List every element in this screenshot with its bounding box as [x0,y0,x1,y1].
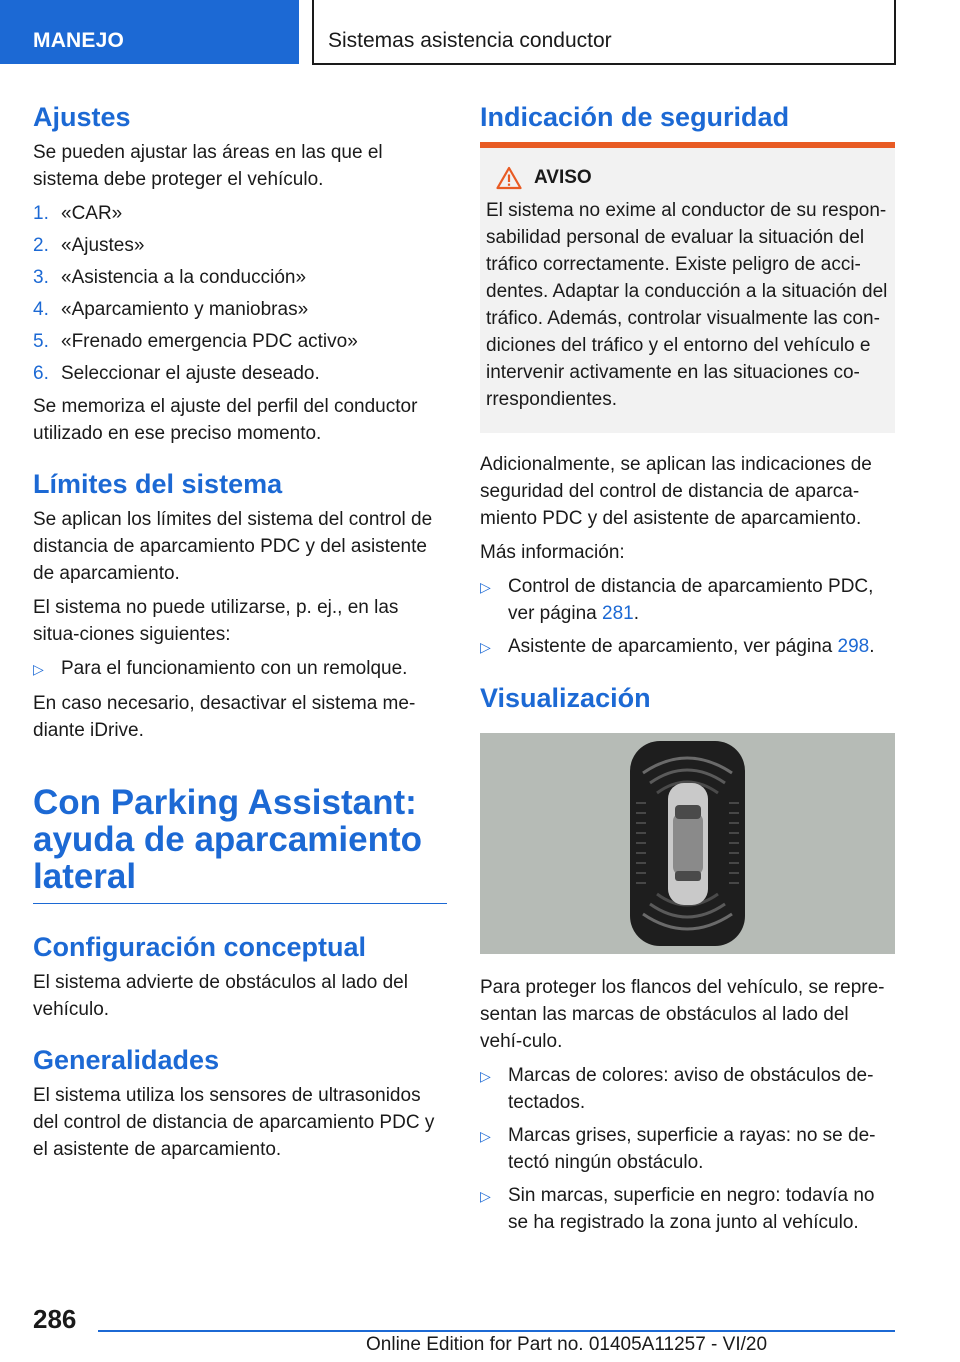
heading-configuracion: Configuración conceptual [33,932,367,962]
step-item [33,360,447,387]
step-text: «Ajustes» [61,235,145,256]
page-footer [0,1290,960,1362]
bullet-text: Marcas de colores: aviso de obstáculos de-tectados. [508,1065,874,1113]
parking-display-image [480,733,895,954]
step-number: 2. [33,235,49,256]
section-configuracion [33,930,447,1023]
limites-bullets [33,655,447,683]
heading-generalidades: Generalidades [33,1045,220,1075]
warning-text: El sistema no exime al conductor de su respon-sabilidad personal de evaluar la situación del tráfico correctamente. Existe peligro de acci-dentes. Adaptar la conducción a la situación del tráfico. Además, controlar visualmente las con-diciones del tráfico y el entorno del vehículo e intervenir activamente en las situaciones co-rrespondientes. [486,200,888,410]
limites-p3: En caso necesario, desactivar el sistema me-diante iDrive. [33,693,416,741]
triangle-right-icon: ▷ [480,1188,491,1204]
warning-triangle-icon [496,166,522,190]
chapter-title: Sistemas asistencia conductor [312,0,896,64]
step-number: 5. [33,331,49,352]
page-link-298[interactable]: 298 [837,636,870,657]
section-generalidades [33,1043,447,1163]
step-item [33,328,447,355]
step-number: 4. [33,299,49,320]
triangle-right-icon: ▷ [480,639,491,655]
section-ajustes [33,100,447,447]
triangle-right-icon: ▷ [480,579,491,595]
reference-text: Control de distancia de aparcamiento PDC, ver página 281. [508,576,874,624]
step-item [33,232,447,259]
chapter-heading: Con Parking Assistant: ayuda de aparcamiento lateral [33,784,447,904]
step-text: Seleccionar el ajuste deseado. [61,363,320,384]
step-item [33,200,447,227]
list-item [480,1122,895,1176]
step-text: «Asistencia a la conducción» [61,267,307,288]
ajustes-intro: Se pueden ajustar las áreas en las que el sistema debe proteger el vehículo. [33,142,383,190]
header-rule [312,63,896,65]
page-number: 286 [33,1304,77,1334]
bullet-text: Marcas grises, superficie a rayas: no se de-tectó ningún obstáculo. [508,1125,876,1173]
step-item [33,264,447,291]
warning-box [480,142,895,433]
heading-visualizacion: Visualización [480,683,651,713]
ajustes-steps [33,200,447,387]
limites-p2: El sistema no puede utilizarse, p. ej., en las situa-ciones siguientes: [33,597,399,645]
page-header [0,0,960,66]
bullet-text: Para el funcionamiento con un remolque. [61,658,408,679]
footer-rule [98,1330,895,1332]
list-item [480,573,895,627]
step-number: 6. [33,363,49,384]
limites-p1: Se aplican los límites del sistema del control de distancia de aparcamiento PDC y del asistente de aparcamiento. [33,509,433,584]
section-limites [33,467,447,744]
left-column [33,100,447,1183]
reference-text: Asistente de aparcamiento, ver página 298. [508,636,875,657]
car-sensor-graphic [480,733,895,954]
step-text: «Frenado emergencia PDC activo» [61,331,358,352]
seguridad-p1: Adicionalmente, se aplican las indicaciones de seguridad del control de distancia de aparca-miento PDC y del asistente de aparcamiento. [480,454,872,529]
triangle-right-icon: ▷ [33,661,44,677]
bullet-text: Sin marcas, superficie en negro: todavía no se ha registrado la zona junto al vehículo. [508,1185,875,1233]
edition-text: Online Edition for Part no. 01405A11257 - VI/20 [366,1334,768,1355]
step-item [33,296,447,323]
step-text: «CAR» [61,203,123,224]
heading-ajustes: Ajustes [33,102,131,132]
seguridad-p2: Más información: [480,542,625,563]
right-column [480,100,895,1243]
reference-list [480,573,895,661]
triangle-right-icon: ▷ [480,1128,491,1144]
list-item [480,1062,895,1116]
page-link-281[interactable]: 281 [602,603,634,624]
list-item [480,1182,895,1236]
section-tab: MANEJO [0,0,299,64]
step-text: «Aparcamiento y maniobras» [61,299,309,320]
visualizacion-p1: Para proteger los flancos del vehículo, se repre-sentan las marcas de obstáculos al lado del vehí-culo. [480,977,885,1052]
heading-limites: Límites del sistema [33,469,283,499]
visualizacion-bullets [480,1062,895,1236]
warning-label: AVISO [534,167,592,188]
step-number: 1. [33,203,49,224]
heading-seguridad: Indicación de seguridad [480,102,790,132]
ajustes-outro: Se memoriza el ajuste del perfil del conductor utilizado en ese preciso momento. [33,396,418,444]
generalidades-text: El sistema utiliza los sensores de ultrasonidos del control de distancia de aparcamiento PDC y el asistente de aparcamiento. [33,1085,435,1160]
list-item [33,655,447,683]
list-item [480,633,895,661]
warning-header [486,164,889,191]
step-number: 3. [33,267,49,288]
triangle-right-icon: ▷ [480,1068,491,1084]
configuracion-text: El sistema advierte de obstáculos al lado del vehículo. [33,972,408,1020]
